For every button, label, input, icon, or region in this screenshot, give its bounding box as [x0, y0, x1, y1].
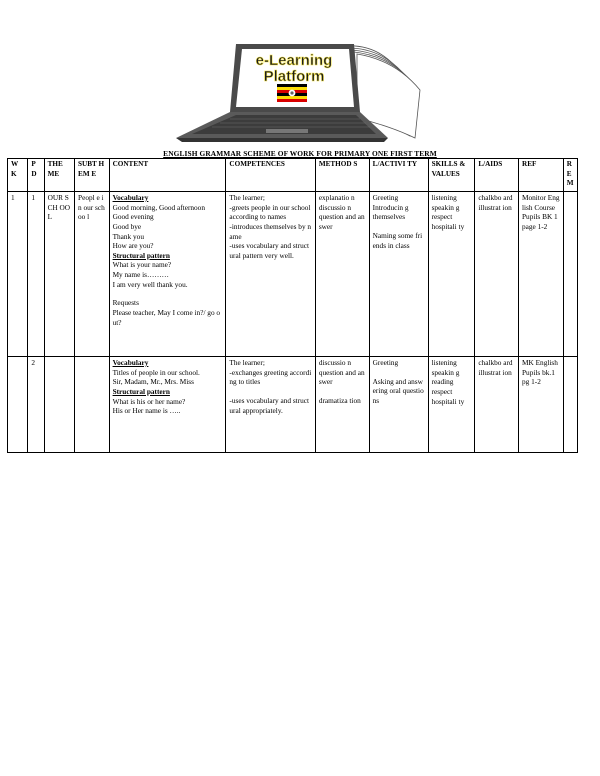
ref-line: MK English Pupils bk.1 pg 1-2 — [522, 358, 558, 387]
laptop-logo-graphic — [170, 38, 438, 148]
skill-line: hospitali ty — [431, 396, 465, 406]
table-header-row — [8, 159, 578, 192]
competence-line: -uses vocabulary and structural pattern very well. — [229, 241, 310, 260]
skill-line: reading — [431, 377, 454, 387]
e-learning-platform-logo — [170, 38, 438, 148]
structural-pattern-heading: Structural pattern — [112, 386, 170, 396]
content-line: Good evening — [112, 212, 154, 222]
activity-line: Naming some friends in class — [372, 230, 423, 250]
content-line: My name is……… — [112, 270, 169, 279]
activity-line: Asking and answering oral questions — [372, 376, 424, 405]
requests-heading: Requests — [112, 298, 139, 308]
structural-pattern-heading: Structural pattern — [112, 250, 170, 260]
competence-line: -exchanges greeting according to titles — [229, 367, 312, 387]
content-line: Good bye — [112, 221, 142, 231]
logo-line-2: Platform — [263, 68, 325, 85]
document-title: ENGLISH GRAMMAR SCHEME OF WORK FOR PRIMARY ONE FIRST TERM — [163, 149, 437, 158]
header-aids: L/AIDS — [475, 159, 519, 192]
content-line: Sir, Madam, Mr., Mrs. Miss — [112, 377, 194, 387]
method-line: explanatio n — [318, 193, 355, 202]
header-wk: W K — [8, 159, 28, 192]
vocabulary-heading: Vocabulary — [112, 193, 149, 202]
cell-rem — [563, 192, 577, 357]
cell-activity — [369, 357, 428, 453]
cell-activity — [369, 192, 428, 357]
content-line: I am very well thank you. — [112, 279, 188, 289]
uganda-flag-icon — [277, 84, 307, 102]
content-line: Thank you — [112, 231, 144, 241]
activity-line: themselves — [372, 212, 406, 222]
competence-line: -greets people in our school according to names — [229, 202, 311, 222]
scheme-of-work-table — [7, 158, 578, 453]
skill-line: respect — [431, 386, 453, 396]
header-competences: COMPETENCES — [226, 159, 315, 192]
cell-content — [109, 357, 226, 453]
header-subtheme: SUBT HEM E — [75, 159, 110, 192]
aid-line: illustrat ion — [478, 367, 512, 377]
header-theme: THE ME — [44, 159, 74, 192]
cell-aids — [475, 192, 519, 357]
cell-ref — [519, 192, 564, 357]
method-line: question and answer — [318, 367, 365, 387]
content-line: Good morning, Good afternoon — [112, 202, 205, 212]
cell-rem — [563, 357, 577, 453]
cell-competences — [226, 357, 315, 453]
skill-line: speakin g — [431, 202, 460, 212]
header-pd: P D — [28, 159, 44, 192]
cell-subtheme: Peopl e in our schoo l — [75, 192, 110, 357]
cell-aids — [475, 357, 519, 453]
method-line: discussio n — [318, 358, 352, 367]
cell-theme — [44, 357, 74, 453]
skill-line: respect — [431, 212, 453, 222]
competence-line: -uses vocabulary and structural appropriately. — [229, 395, 310, 415]
content-line: How are you? — [112, 241, 154, 251]
content-line: His or Her name is ….. — [112, 406, 181, 416]
cell-pd: 2 — [28, 357, 44, 453]
header-ref: REF — [519, 159, 564, 192]
header-activity: L/ACTIVI TY — [369, 159, 428, 192]
table-row — [8, 192, 578, 357]
cell-subtheme — [75, 357, 110, 453]
method-line: dramatiza tion — [318, 395, 361, 405]
aid-line: chalkbo ard — [478, 358, 513, 367]
competence-line: -introduces themselves by name — [229, 221, 312, 241]
activity-line: Greeting — [372, 193, 399, 202]
aid-line: chalkbo ard — [478, 193, 513, 202]
header-methods: METHOD S — [315, 159, 369, 192]
skill-line: listening — [431, 358, 457, 367]
aid-line: illustrat ion — [478, 202, 512, 212]
header-rem: R E M — [563, 159, 577, 192]
cell-pd: 1 — [28, 192, 44, 357]
cell-content — [109, 192, 226, 357]
cell-methods — [315, 192, 369, 357]
header-skills: SKILLS & VALUES — [428, 159, 475, 192]
cell-methods — [315, 357, 369, 453]
activity-line: Greeting — [372, 358, 399, 367]
content-line: Titles of people in our school. — [112, 367, 200, 377]
activity-line: Introducin g — [372, 202, 409, 212]
content-line: What is his or her name? — [112, 396, 186, 406]
content-line: What is your name? — [112, 260, 172, 270]
cell-wk — [8, 357, 28, 453]
method-line: question and answer — [318, 212, 365, 231]
cell-competences — [226, 192, 315, 357]
ref-line: Monitor English Course Pupils BK 1 page 1-2 — [522, 193, 560, 231]
vocabulary-heading: Vocabulary — [112, 358, 149, 367]
skill-line: listening — [431, 193, 457, 202]
competence-line: The learner; — [229, 358, 265, 367]
logo-line-1: e-Learning — [255, 52, 333, 69]
skill-line: hospitali ty — [431, 221, 465, 231]
header-content: CONTENT — [109, 159, 226, 192]
cell-ref — [519, 357, 564, 453]
competence-line: The learner; — [229, 193, 265, 202]
cell-skills — [428, 357, 475, 453]
skill-line: speakin g — [431, 367, 460, 377]
content-line: Please teacher, May I come in?/ go out? — [112, 307, 221, 327]
cell-theme: OUR SCH OOL — [44, 192, 74, 357]
table-row — [8, 357, 578, 453]
method-line: discussio n — [318, 202, 352, 212]
cell-wk: 1 — [8, 192, 28, 357]
cell-skills — [428, 192, 475, 357]
